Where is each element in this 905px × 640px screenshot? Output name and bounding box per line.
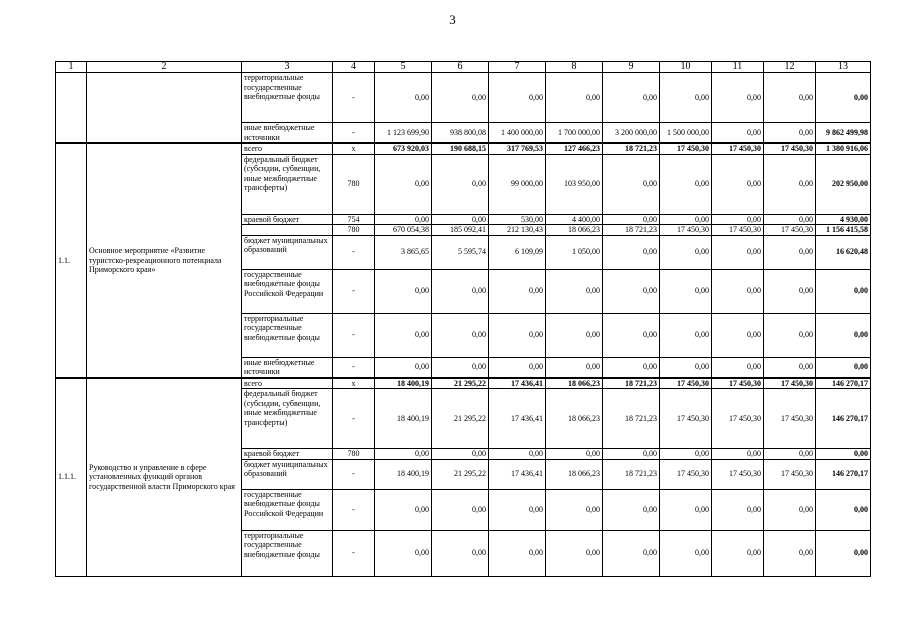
amount-cell: 0,00	[660, 313, 712, 357]
amount-cell: 21 295,22	[432, 378, 489, 389]
amount-cell: 0,00	[660, 154, 712, 214]
amount-cell: 4 400,00	[546, 214, 603, 225]
funding-source: государственные внебюджетные фонды Российской Федерации	[242, 269, 333, 313]
total-cell: 9 862 499,98	[816, 123, 871, 144]
amount-cell: 0,00	[660, 530, 712, 576]
funding-source: территориальные государственные внебюджетные фонды	[242, 313, 333, 357]
budget-code: -	[333, 357, 375, 378]
item-number	[56, 73, 87, 144]
budget-code: -	[333, 73, 375, 123]
budget-code: -	[333, 489, 375, 530]
amount-cell: 17 436,41	[489, 459, 546, 489]
amount-cell: 103 950,00	[546, 154, 603, 214]
amount-cell: 17 450,30	[712, 378, 764, 389]
amount-cell: 0,00	[603, 357, 660, 378]
item-name: Основное мероприятие «Развитие туристско-рекреационного потенциала Приморского края»	[87, 143, 242, 378]
amount-cell: 0,00	[375, 73, 432, 123]
amount-cell: 0,00	[660, 235, 712, 269]
amount-cell: 18 400,19	[375, 389, 432, 449]
budget-code: 780	[333, 449, 375, 460]
amount-cell: 0,00	[660, 449, 712, 460]
column-header: 2	[87, 62, 242, 73]
item-number: 1.1.	[56, 143, 87, 378]
total-cell: 0,00	[816, 449, 871, 460]
amount-cell: 0,00	[432, 214, 489, 225]
amount-cell: 0,00	[764, 123, 816, 144]
amount-cell: 185 092,41	[432, 225, 489, 236]
amount-cell: 0,00	[764, 449, 816, 460]
amount-cell: 0,00	[432, 489, 489, 530]
amount-cell: 18 721,23	[603, 225, 660, 236]
column-header: 9	[603, 62, 660, 73]
item-name	[87, 73, 242, 144]
amount-cell: 0,00	[432, 530, 489, 576]
amount-cell: 0,00	[546, 73, 603, 123]
total-cell: 0,00	[816, 269, 871, 313]
amount-cell: 17 450,30	[660, 225, 712, 236]
column-header: 7	[489, 62, 546, 73]
column-header: 5	[375, 62, 432, 73]
amount-cell: 0,00	[489, 269, 546, 313]
funding-source: иные внебюджетные источники	[242, 357, 333, 378]
column-header: 3	[242, 62, 333, 73]
amount-cell: 0,00	[489, 489, 546, 530]
amount-cell: 0,00	[546, 313, 603, 357]
amount-cell: 0,00	[660, 214, 712, 225]
amount-cell: 3 865,65	[375, 235, 432, 269]
budget-code: x	[333, 143, 375, 154]
amount-cell: 17 450,30	[764, 143, 816, 154]
column-header: 8	[546, 62, 603, 73]
amount-cell: 0,00	[489, 73, 546, 123]
amount-cell: 17 450,30	[660, 459, 712, 489]
column-header: 12	[764, 62, 816, 73]
amount-cell: 0,00	[489, 357, 546, 378]
amount-cell: 0,00	[375, 489, 432, 530]
amount-cell: 0,00	[712, 154, 764, 214]
amount-cell: 18 721,23	[603, 459, 660, 489]
total-cell: 0,00	[816, 73, 871, 123]
funding-source	[242, 225, 333, 236]
funding-source: бюджет муниципальных образований	[242, 459, 333, 489]
funding-source: территориальные государственные внебюджетные фонды	[242, 530, 333, 576]
amount-cell: 0,00	[660, 269, 712, 313]
column-header: 1	[56, 62, 87, 73]
amount-cell: 0,00	[375, 154, 432, 214]
amount-cell: 0,00	[375, 449, 432, 460]
amount-cell: 5 595,74	[432, 235, 489, 269]
amount-cell: 0,00	[603, 530, 660, 576]
amount-cell: 0,00	[603, 489, 660, 530]
amount-cell: 0,00	[432, 73, 489, 123]
amount-cell: 21 295,22	[432, 389, 489, 449]
amount-cell: 1 700 000,00	[546, 123, 603, 144]
amount-cell: 0,00	[712, 269, 764, 313]
amount-cell: 17 450,30	[764, 225, 816, 236]
amount-cell: 0,00	[432, 357, 489, 378]
amount-cell: 0,00	[603, 235, 660, 269]
amount-cell: 127 466,23	[546, 143, 603, 154]
budget-code: -	[333, 235, 375, 269]
funding-source: всего	[242, 143, 333, 154]
total-cell: 0,00	[816, 530, 871, 576]
amount-cell: 0,00	[546, 489, 603, 530]
funding-source: государственные внебюджетные фонды Российской Федерации	[242, 489, 333, 530]
amount-cell: 17 450,30	[764, 378, 816, 389]
amount-cell: 670 054,38	[375, 225, 432, 236]
funding-source: иные внебюджетные источники	[242, 123, 333, 144]
amount-cell: 0,00	[432, 449, 489, 460]
budget-code: 780	[333, 154, 375, 214]
amount-cell: 17 450,30	[660, 143, 712, 154]
amount-cell: 1 400 000,00	[489, 123, 546, 144]
amount-cell: 0,00	[712, 73, 764, 123]
amount-cell: 0,00	[546, 530, 603, 576]
budget-table	[55, 61, 871, 577]
amount-cell: 18 066,23	[546, 459, 603, 489]
amount-cell: 0,00	[375, 357, 432, 378]
total-cell: 146 270,17	[816, 378, 871, 389]
amount-cell: 0,00	[764, 269, 816, 313]
funding-source: всего	[242, 378, 333, 389]
amount-cell: 0,00	[375, 214, 432, 225]
total-cell: 146 270,17	[816, 389, 871, 449]
amount-cell: 0,00	[375, 530, 432, 576]
budget-code: 754	[333, 214, 375, 225]
amount-cell: 18 066,23	[546, 378, 603, 389]
amount-cell: 938 800,08	[432, 123, 489, 144]
amount-cell: 0,00	[764, 313, 816, 357]
total-cell: 0,00	[816, 489, 871, 530]
amount-cell: 18 400,19	[375, 378, 432, 389]
amount-cell: 17 450,30	[712, 389, 764, 449]
funding-source: федеральный бюджет (субсидии, субвенции, иные межбюджетные трансферты)	[242, 389, 333, 449]
table-row	[56, 378, 871, 389]
total-cell: 0,00	[816, 357, 871, 378]
amount-cell: 6 109,09	[489, 235, 546, 269]
amount-cell: 17 450,30	[764, 389, 816, 449]
column-header: 6	[432, 62, 489, 73]
amount-cell: 0,00	[660, 357, 712, 378]
amount-cell: 17 450,30	[712, 459, 764, 489]
amount-cell: 673 920,03	[375, 143, 432, 154]
amount-cell: 0,00	[712, 235, 764, 269]
amount-cell: 0,00	[764, 214, 816, 225]
total-cell: 202 950,00	[816, 154, 871, 214]
amount-cell: 0,00	[375, 313, 432, 357]
amount-cell: 0,00	[660, 489, 712, 530]
budget-code: -	[333, 269, 375, 313]
funding-source: территориальные государственные внебюджетные фонды	[242, 73, 333, 123]
amount-cell: 1 123 699,90	[375, 123, 432, 144]
amount-cell: 212 130,43	[489, 225, 546, 236]
amount-cell: 0,00	[489, 530, 546, 576]
amount-cell: 0,00	[712, 214, 764, 225]
amount-cell: 0,00	[375, 269, 432, 313]
total-cell: 0,00	[816, 313, 871, 357]
amount-cell: 0,00	[764, 357, 816, 378]
amount-cell: 0,00	[603, 313, 660, 357]
amount-cell: 17 436,41	[489, 389, 546, 449]
column-header: 11	[712, 62, 764, 73]
amount-cell: 0,00	[764, 73, 816, 123]
page-number: 3	[449, 12, 456, 27]
amount-cell: 0,00	[764, 235, 816, 269]
amount-cell: 18 721,23	[603, 389, 660, 449]
amount-cell: 17 450,30	[660, 389, 712, 449]
amount-cell: 18 066,23	[546, 225, 603, 236]
funding-source: бюджет муниципальных образований	[242, 235, 333, 269]
item-name: Руководство и управление в сфере установленных функций органов государственной власти Приморского края	[87, 378, 242, 577]
amount-cell: 0,00	[764, 530, 816, 576]
amount-cell: 0,00	[660, 73, 712, 123]
funding-source: краевой бюджет	[242, 449, 333, 460]
table-row	[56, 143, 871, 154]
amount-cell: 0,00	[712, 449, 764, 460]
amount-cell: 18 066,23	[546, 389, 603, 449]
amount-cell: 3 200 000,00	[603, 123, 660, 144]
amount-cell: 0,00	[432, 269, 489, 313]
amount-cell: 99 000,00	[489, 154, 546, 214]
total-cell: 1 380 916,06	[816, 143, 871, 154]
total-cell: 146 270,17	[816, 459, 871, 489]
amount-cell: 0,00	[603, 154, 660, 214]
amount-cell: 190 688,15	[432, 143, 489, 154]
funding-source: федеральный бюджет (субсидии, субвенции, иные межбюджетные трансферты)	[242, 154, 333, 214]
amount-cell: 0,00	[546, 449, 603, 460]
column-header: 10	[660, 62, 712, 73]
amount-cell: 18 721,23	[603, 378, 660, 389]
amount-cell: 0,00	[603, 449, 660, 460]
amount-cell: 317 769,53	[489, 143, 546, 154]
amount-cell: 0,00	[764, 489, 816, 530]
amount-cell: 0,00	[546, 269, 603, 313]
amount-cell: 0,00	[712, 530, 764, 576]
amount-cell: 0,00	[546, 357, 603, 378]
amount-cell: 17 450,30	[764, 459, 816, 489]
budget-code: -	[333, 389, 375, 449]
amount-cell: 17 436,41	[489, 378, 546, 389]
budget-code: -	[333, 123, 375, 144]
amount-cell: 0,00	[712, 357, 764, 378]
amount-cell: 18 400,19	[375, 459, 432, 489]
funding-source: краевой бюджет	[242, 214, 333, 225]
total-cell: 4 930,00	[816, 214, 871, 225]
total-cell: 1 156 415,58	[816, 225, 871, 236]
amount-cell: 17 450,30	[660, 378, 712, 389]
amount-cell: 0,00	[764, 154, 816, 214]
amount-cell: 0,00	[489, 449, 546, 460]
amount-cell: 0,00	[432, 313, 489, 357]
amount-cell: 0,00	[712, 123, 764, 144]
table-row	[56, 73, 871, 123]
item-number: 1.1.1.	[56, 378, 87, 577]
budget-code: -	[333, 459, 375, 489]
budget-code: 780	[333, 225, 375, 236]
amount-cell: 21 295,22	[432, 459, 489, 489]
amount-cell: 1 500 000,00	[660, 123, 712, 144]
amount-cell: 17 450,30	[712, 225, 764, 236]
amount-cell: 0,00	[432, 154, 489, 214]
header-row	[56, 62, 871, 73]
column-header: 13	[816, 62, 871, 73]
amount-cell: 0,00	[712, 489, 764, 530]
amount-cell: 0,00	[489, 313, 546, 357]
amount-cell: 0,00	[603, 73, 660, 123]
amount-cell: 1 050,00	[546, 235, 603, 269]
budget-code: x	[333, 378, 375, 389]
amount-cell: 530,00	[489, 214, 546, 225]
amount-cell: 18 721,23	[603, 143, 660, 154]
amount-cell: 0,00	[603, 214, 660, 225]
total-cell: 16 620,48	[816, 235, 871, 269]
budget-code: -	[333, 313, 375, 357]
amount-cell: 17 450,30	[712, 143, 764, 154]
column-header: 4	[333, 62, 375, 73]
amount-cell: 0,00	[712, 313, 764, 357]
budget-code: -	[333, 530, 375, 576]
amount-cell: 0,00	[603, 269, 660, 313]
